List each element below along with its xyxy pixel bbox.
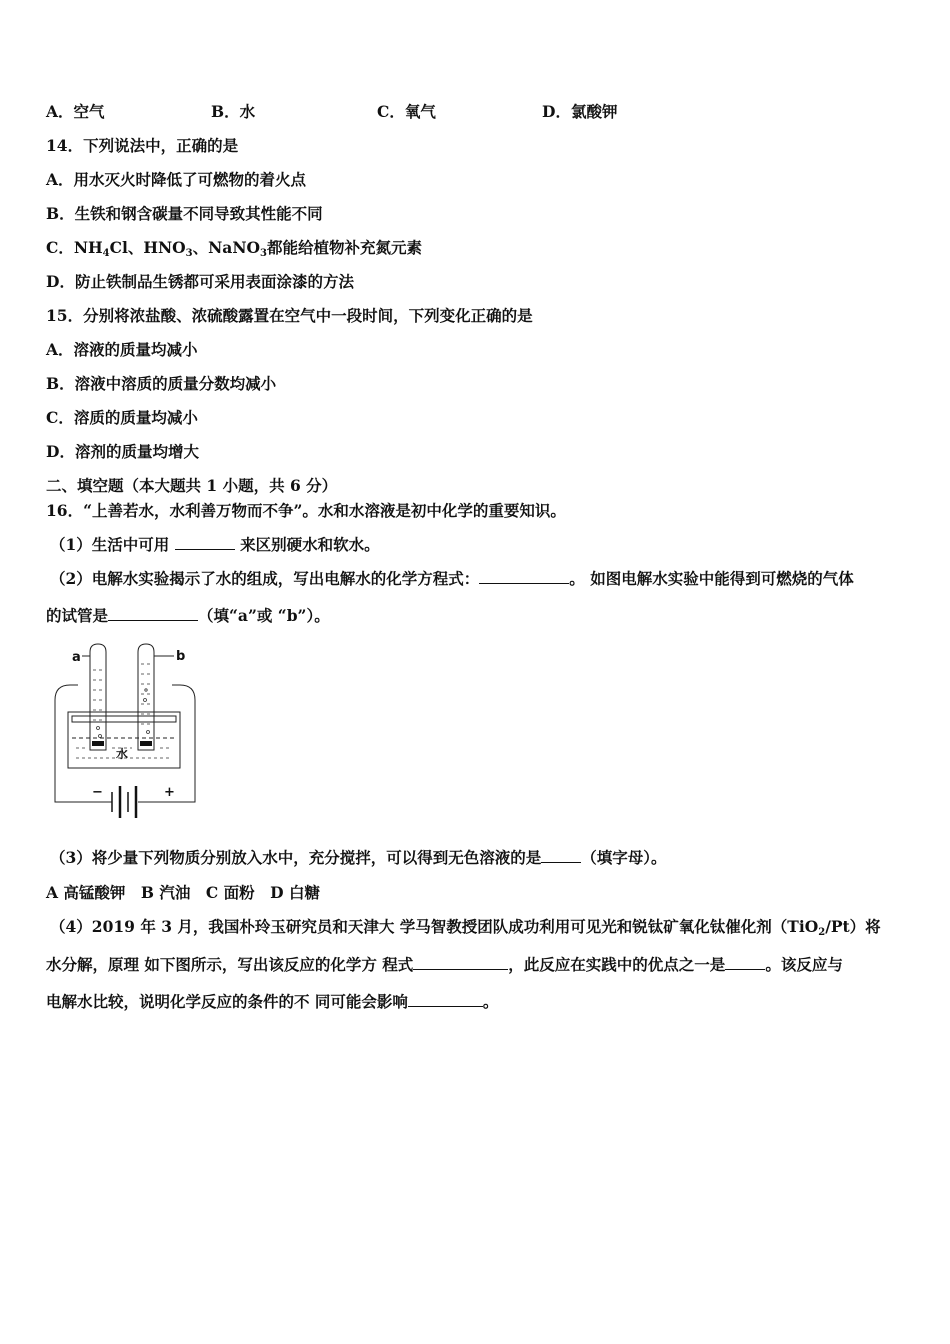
answer-blank [108,606,198,621]
q14-option-b: B．生铁和钢含碳量不同导致其性能不同 [46,204,323,223]
answer-blank [175,535,235,550]
q14-option-c: C．$NH_4Cl$、$HNO_3$、NaNO$_3$都能给植物补充氮元素 [46,238,423,259]
answer-blank [408,992,483,1007]
q16-part4-line3: 电解水比较，说明化学反应的条件的不 同可能会影响 。 [46,992,499,1011]
label-positive: + [164,785,175,800]
answer-blank [413,955,508,970]
q14-stem: 14．下列说法中，正确的是 [46,136,239,155]
q16-part1: （1）生活中可用 来区别硬水和软水。 [50,535,380,554]
right-wire-loop [172,685,195,780]
electrode-b [140,741,152,746]
answer-blank [541,848,581,863]
trough-rim [72,716,176,722]
q16-part4-line1: （4）2019 年 3 月，我国朴玲玉研究员和天津大 学马智教授团队成功利用可见光和锐钛矿氧化钛催化剂（TiO$_2$/Pt）将 [50,917,881,938]
answer-blank [725,955,765,970]
q13-option-b: B．水 [211,102,256,121]
q15-option-a: A．溶液的质量均减小 [46,340,198,359]
label-negative: − [92,785,103,800]
left-wire-loop [55,685,78,780]
q16-part3: （3）将少量下列物质分别放入水中，充分搅拌，可以得到无色溶液的是 （填字母）。 [50,848,667,867]
q13-option-c: C．氧气 [377,102,436,121]
q15-option-c: C．溶质的质量均减小 [46,408,198,427]
tube-a [90,644,106,750]
q15-option-d: D．溶剂的质量均增大 [46,442,199,461]
q15-stem: 15．分别将浓盐酸、浓硫酸露置在空气中一段时间，下列变化正确的是 [46,306,533,325]
q13-options [46,102,746,122]
label-b: b [176,649,186,664]
q14-option-d: D．防止铁制品生锈都可采用表面涂漆的方法 [46,272,354,291]
q14-option-a: A．用水灭火时降低了可燃物的着火点 [46,170,307,189]
electrode-a [92,741,104,746]
q13-option-a: A．空气 [46,102,105,121]
label-a: a [72,650,81,665]
tube-b [138,644,154,750]
section-heading: 二、填空题（本大题共 1 小题，共 6 分） [46,476,338,495]
q16-part3-options: A 高锰酸钾 B 汽油 C 面粉 D 白糖 [46,883,320,902]
q16-part4-line2: 水分解，原理 如下图所示，写出该反应的化学方 程式 ，此反应在实践中的优点之一是 。该反应与 [46,955,843,974]
label-water: 水 [116,747,129,761]
q16-stem: 16．“上善若水，水利善万物而不争”。水和水溶液是初中化学的重要知识。 [46,501,566,520]
answer-blank [479,569,569,584]
electrolysis-diagram [50,640,210,830]
q16-part2: （2）电解水实验揭示了水的组成，写出电解水的化学方程式： 。 如图电解水实验中能得到可燃烧的气体 [50,569,854,588]
q15-option-b: B．溶液中溶质的质量分数均减小 [46,374,277,393]
q16-part2-cont: 的试管是 （填“a”或 “b”）。 [46,606,330,625]
wire-left [55,780,112,802]
q13-option-d: D．氯酸钾 [542,102,618,121]
